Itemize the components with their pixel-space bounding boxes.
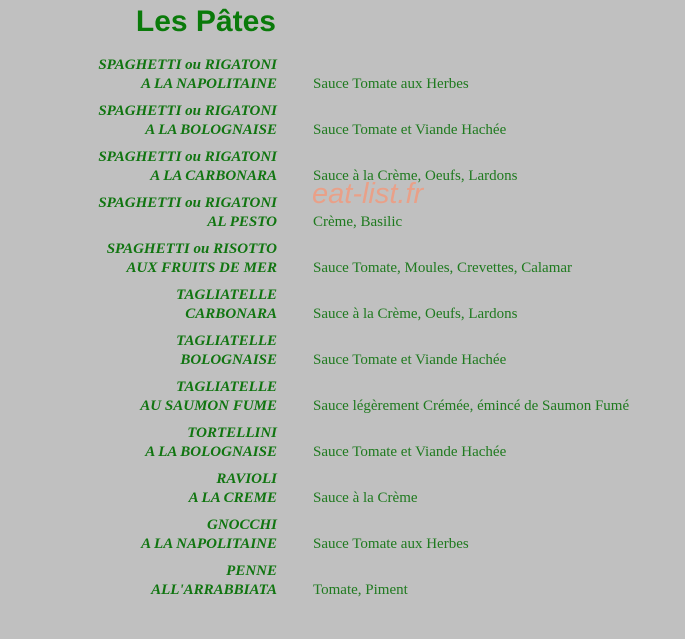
pasta-menu	[0, 56, 685, 608]
menu-item	[0, 102, 685, 148]
dish-name	[0, 424, 277, 462]
menu-item	[0, 332, 685, 378]
page-title: Les Pâtes	[135, 5, 276, 38]
dish-name-line1: TAGLIATELLE	[176, 287, 277, 303]
dish-name	[0, 470, 277, 508]
dish-name	[0, 102, 277, 140]
dish-description: Sauce Tomate aux Herbes	[313, 536, 469, 552]
dish-name	[0, 240, 277, 278]
dish-description: Sauce Tomate aux Herbes	[313, 76, 469, 92]
watermark: eat-list.fr	[312, 178, 424, 210]
dish-name-line2: A LA NAPOLITAINE	[141, 536, 277, 552]
dish-name	[0, 286, 277, 324]
menu-item	[0, 470, 685, 516]
dish-name-line1: TORTELLINI	[187, 425, 277, 441]
menu-item	[0, 378, 685, 424]
dish-name	[0, 194, 277, 232]
dish-description: Crème, Basilic	[313, 214, 403, 230]
dish-name-line1: SPAGHETTI ou RIGATONI	[98, 103, 277, 119]
dish-name-line1: TAGLIATELLE	[176, 379, 277, 395]
menu-item	[0, 56, 685, 102]
dish-description: Sauce Tomate et Viande Hachée	[313, 352, 507, 368]
menu-item	[0, 424, 685, 470]
dish-name-line1: SPAGHETTI ou RISOTTO	[106, 241, 277, 257]
dish-description: Sauce légèrement Crémée, émincé de Saumon Fumé	[313, 398, 630, 414]
dish-name-line1: SPAGHETTI ou RIGATONI	[98, 57, 277, 73]
dish-name-line1: GNOCCHI	[206, 517, 277, 533]
dish-description: Sauce à la Crème	[313, 490, 418, 506]
dish-name-line1: PENNE	[226, 563, 277, 579]
dish-name-line1: TAGLIATELLE	[176, 333, 277, 349]
menu-item	[0, 516, 685, 562]
dish-name	[0, 148, 277, 186]
dish-name-line2: A LA BOLOGNAISE	[145, 122, 277, 138]
dish-name	[0, 56, 277, 94]
dish-description: Tomate, Piment	[313, 582, 408, 598]
dish-name	[0, 378, 277, 416]
dish-description: Sauce Tomate et Viande Hachée	[313, 444, 507, 460]
dish-description: Sauce Tomate et Viande Hachée	[313, 122, 507, 138]
dish-name-line1: RAVIOLI	[216, 471, 277, 487]
dish-name-line1: SPAGHETTI ou RIGATONI	[98, 149, 277, 165]
dish-name	[0, 516, 277, 554]
menu-item	[0, 240, 685, 286]
dish-name-line2: BOLOGNAISE	[180, 352, 277, 368]
dish-name-line2: A LA NAPOLITAINE	[141, 76, 277, 92]
menu-item	[0, 286, 685, 332]
dish-name-line1: SPAGHETTI ou RIGATONI	[98, 195, 277, 211]
dish-name-line2: AL PESTO	[207, 214, 277, 230]
dish-name-line2: A LA CARBONARA	[150, 168, 277, 184]
dish-description: Sauce à la Crème, Oeufs, Lardons	[313, 168, 518, 184]
menu-item	[0, 562, 685, 608]
dish-description: Sauce à la Crème, Oeufs, Lardons	[313, 306, 518, 322]
dish-name-line2: A LA BOLOGNAISE	[145, 444, 277, 460]
dish-name-line2: A LA CREME	[188, 490, 277, 506]
dish-name-line2: AUX FRUITS DE MER	[126, 260, 277, 276]
dish-name	[0, 332, 277, 370]
dish-name-line2: CARBONARA	[185, 306, 277, 322]
dish-name-line2: AU SAUMON FUME	[140, 398, 277, 414]
dish-name-line2: ALL'ARRABBIATA	[151, 582, 277, 598]
dish-description: Sauce Tomate, Moules, Crevettes, Calamar	[313, 260, 573, 276]
dish-name	[0, 562, 277, 600]
